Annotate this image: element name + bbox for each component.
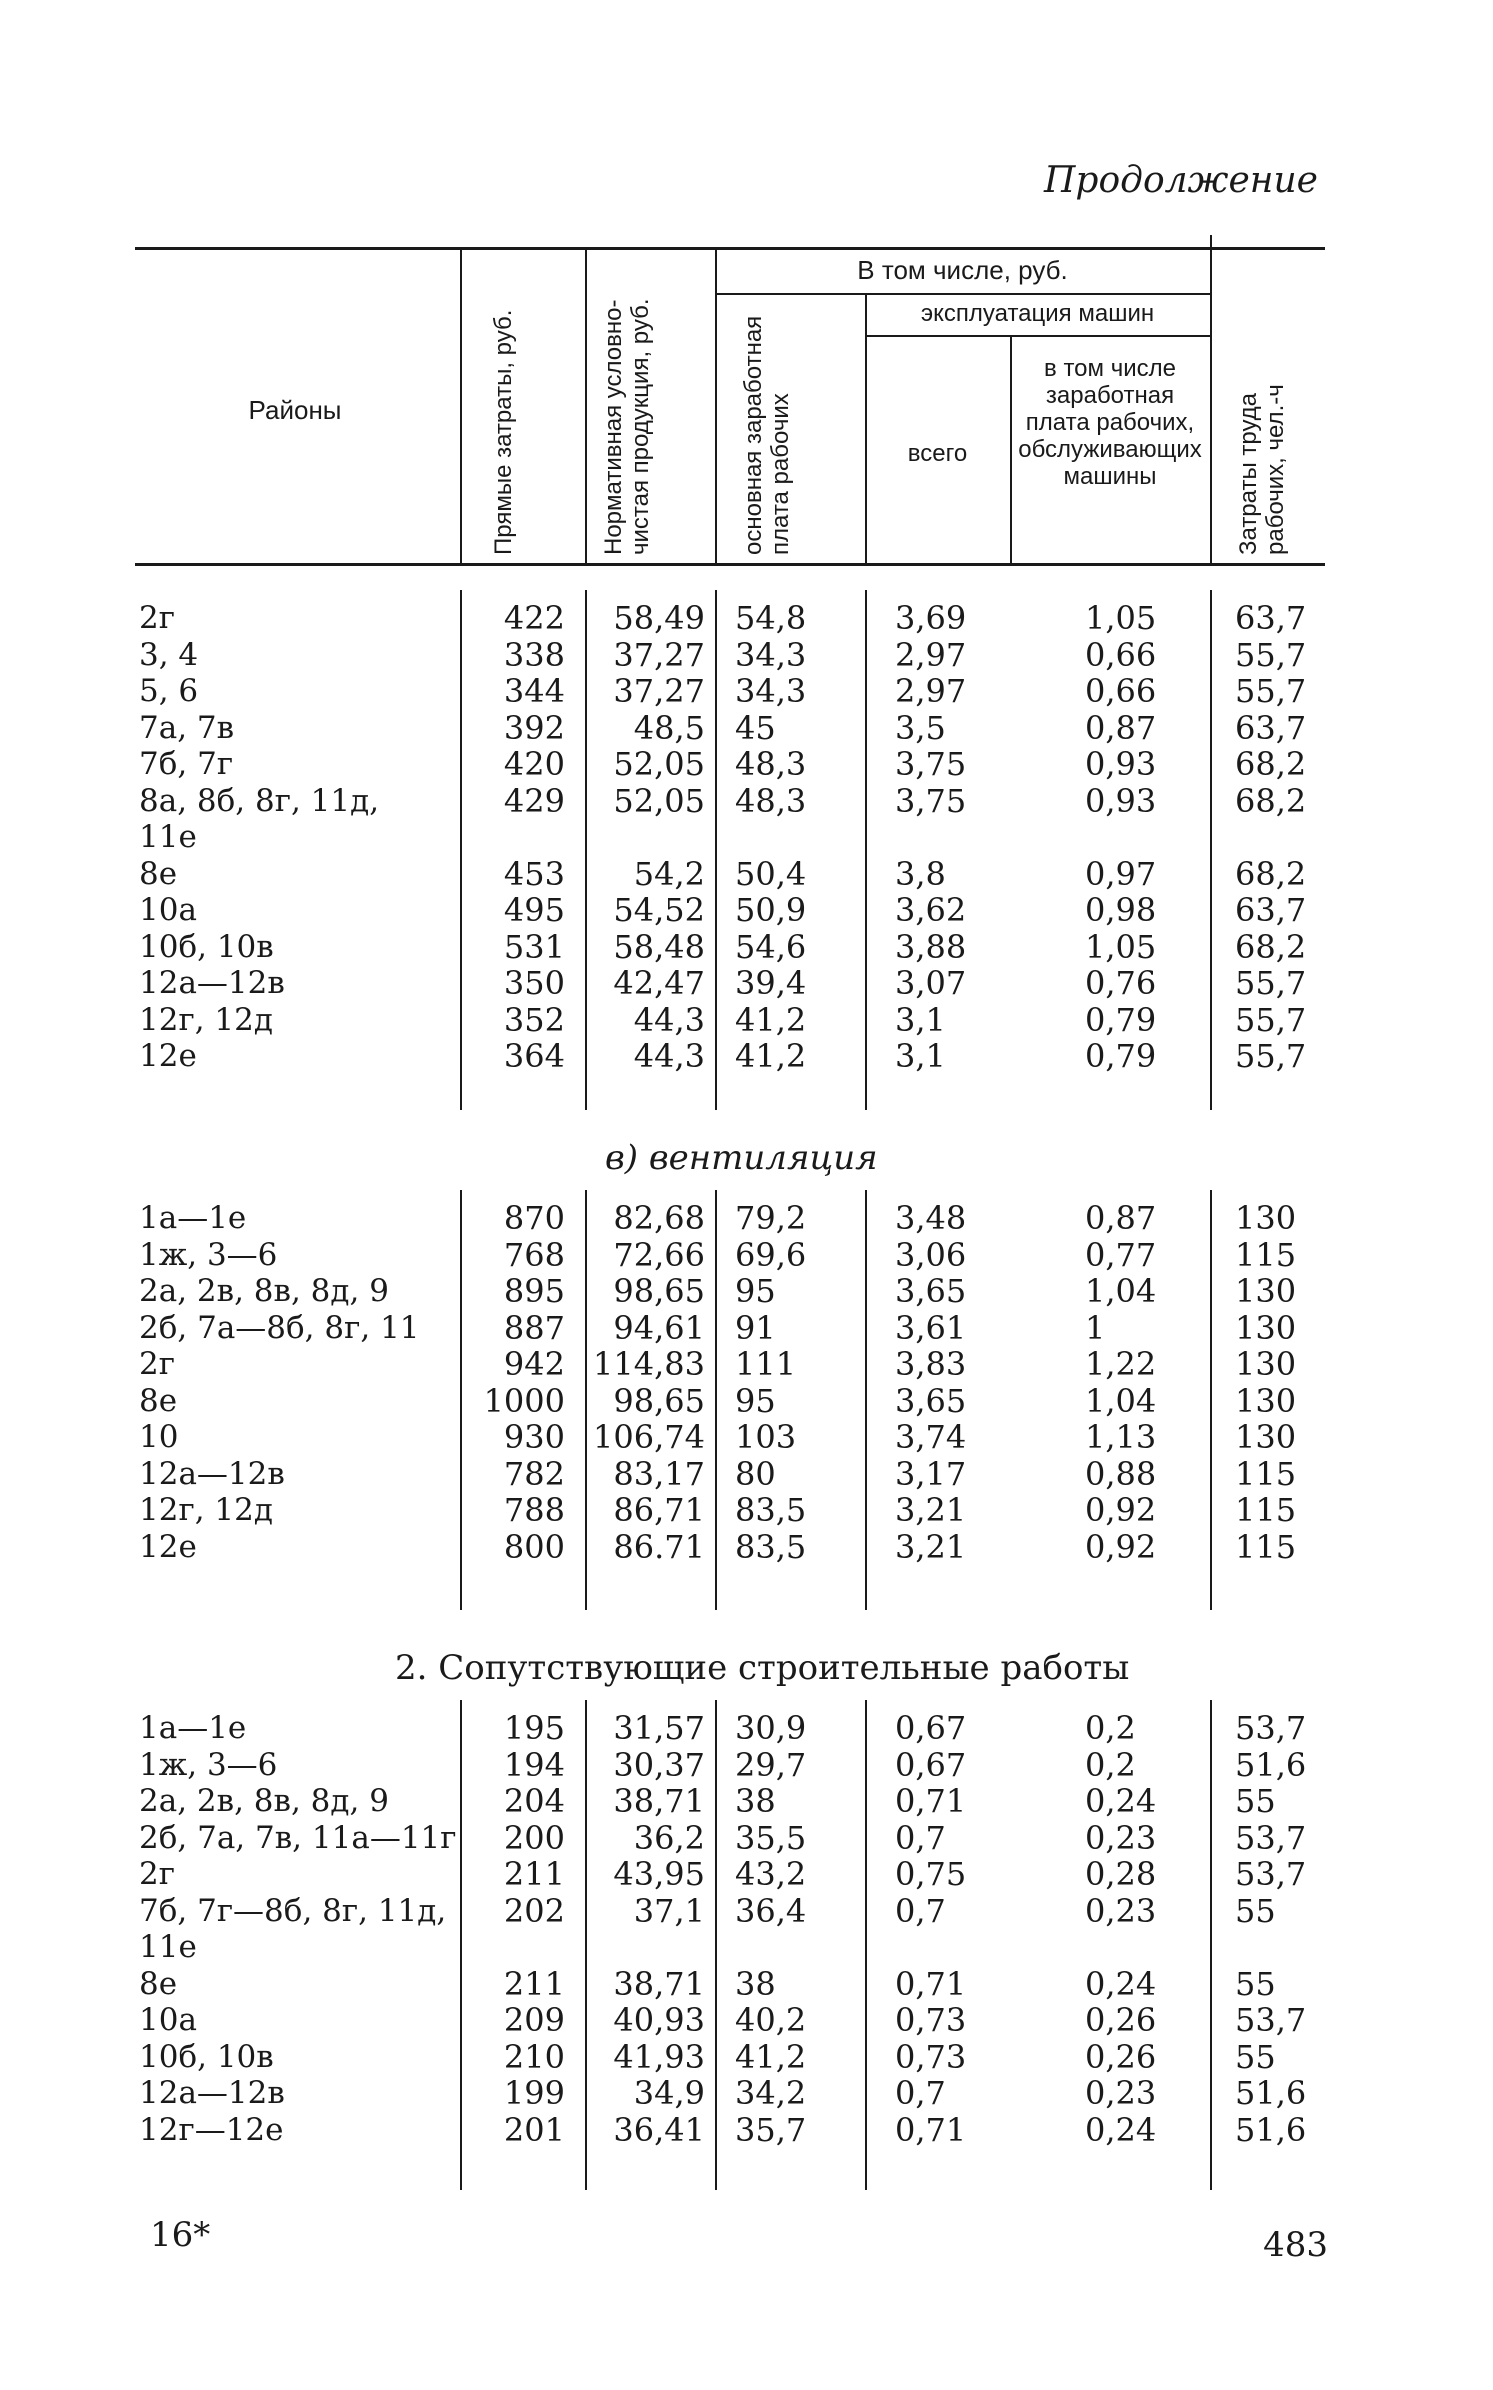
cell-wage: 80	[735, 1454, 776, 1493]
section-title-related-works: 2. Сопутствующие строительные работы	[395, 1648, 1130, 1688]
cell-region: 11е	[139, 819, 197, 855]
cell-region: 7б, 7г	[139, 746, 234, 782]
cell-total: 3,48	[895, 1199, 967, 1237]
cell-region: 12е	[139, 1038, 197, 1074]
cell-direct: 420	[503, 745, 565, 783]
cell-total: 3,06	[895, 1235, 967, 1274]
cell-norm: 86,71	[613, 1491, 705, 1529]
table-header	[135, 225, 1325, 570]
cell-region: 8е	[139, 1382, 178, 1419]
table-row	[135, 600, 1325, 636]
header-sep-1	[460, 250, 462, 563]
cell-wage: 35,5	[735, 1818, 807, 1857]
cell-wage: 91	[735, 1308, 776, 1347]
cell-total: 3,8	[895, 854, 946, 893]
table-row	[135, 1747, 1325, 1783]
cell-norm: 106,74	[593, 1418, 705, 1456]
cell-norm: 54,2	[633, 854, 705, 893]
cell-region: 2б, 7а, 7в, 11а—11г	[139, 1819, 457, 1856]
table-row	[135, 1002, 1325, 1038]
table-row	[135, 1783, 1325, 1819]
table-row	[135, 1383, 1325, 1419]
cell-mwage: 0,26	[1085, 2037, 1157, 2076]
cell-direct: 352	[503, 1000, 565, 1039]
cell-wage: 34,3	[735, 672, 807, 710]
cell-region: 2г	[139, 1856, 175, 1892]
cell-region: 12г—12е	[139, 2111, 284, 2148]
cell-direct: 895	[503, 1272, 565, 1310]
cell-wage: 95	[735, 1381, 776, 1420]
cell-mwage: 1	[1085, 1308, 1106, 1347]
cell-direct: 453	[503, 854, 565, 893]
cell-wage: 29,7	[735, 1745, 807, 1784]
cell-wage: 48,3	[735, 781, 807, 820]
cell-norm: 41,93	[613, 2037, 705, 2076]
table-row	[135, 1820, 1325, 1856]
cell-labor: 130	[1235, 1272, 1297, 1310]
cell-region: 2г	[139, 600, 175, 636]
cell-labor: 53,7	[1235, 1709, 1307, 1747]
cell-direct: 200	[503, 1818, 565, 1857]
cell-labor: 130	[1235, 1418, 1297, 1456]
header-sep-3	[715, 250, 717, 563]
cell-direct: 782	[503, 1454, 565, 1493]
cell-wage: 103	[735, 1418, 797, 1456]
cell-total: 0,73	[895, 2037, 967, 2076]
cell-region: 5, 6	[139, 673, 199, 709]
cell-region: 1а—1е	[139, 1200, 247, 1236]
cell-region: 10а	[139, 2002, 197, 2038]
cell-direct: 364	[503, 1037, 565, 1075]
cell-labor: 55,7	[1235, 1000, 1307, 1039]
cell-direct: 930	[503, 1418, 565, 1456]
table-row	[135, 1966, 1325, 2002]
cell-wage: 36,4	[735, 1891, 807, 1930]
cell-total: 3,17	[895, 1454, 967, 1493]
cell-mwage: 0,92	[1085, 1527, 1157, 1566]
cell-labor: 55,7	[1235, 635, 1307, 674]
cell-region: 7а, 7в	[139, 709, 235, 746]
cell-mwage: 0,23	[1085, 1818, 1157, 1857]
header-regions: Районы	[248, 395, 342, 425]
footer-signature: 16*	[150, 2215, 211, 2255]
table-row	[135, 1856, 1325, 1892]
cell-direct: 201	[503, 2110, 565, 2149]
cell-region: 1ж, 3—6	[139, 1746, 278, 1783]
cell-labor: 51,6	[1235, 2074, 1307, 2112]
header-total: всего	[907, 440, 968, 467]
cell-norm: 54,52	[613, 891, 705, 929]
header-sep-5	[1010, 335, 1012, 563]
cell-total: 3,1	[895, 1000, 946, 1039]
cell-wage: 50,9	[735, 891, 807, 929]
cell-region: 7б, 7г—8б, 8г, 11д,	[139, 1892, 447, 1929]
cell-labor: 68,2	[1235, 781, 1307, 820]
cell-region: 2б, 7а—8б, 8г, 11	[139, 1309, 420, 1346]
cell-mwage: 0,93	[1085, 781, 1157, 820]
table-row	[135, 746, 1325, 782]
cell-mwage: 0,93	[1085, 745, 1157, 783]
cell-norm: 42,47	[613, 964, 705, 1002]
cell-direct: 768	[503, 1235, 565, 1274]
cell-wage: 54,8	[735, 599, 807, 637]
cell-wage: 34,3	[735, 635, 807, 674]
cell-region: 2а, 2в, 8в, 8д, 9	[139, 1273, 389, 1309]
cell-total: 3,61	[895, 1308, 967, 1347]
cell-region: 12а—12в	[139, 2075, 285, 2111]
cell-total: 0,71	[895, 1964, 967, 2003]
page-number: 483	[1263, 2225, 1328, 2265]
cell-mwage: 0,23	[1085, 1891, 1157, 1930]
cell-mwage: 0,26	[1085, 2001, 1157, 2039]
table-row	[135, 856, 1325, 892]
cell-mwage: 0,23	[1085, 2074, 1157, 2112]
header-labor-costs: Затраты труда рабочих, чел.-ч	[1235, 384, 1289, 555]
cell-region: 2а, 2в, 8в, 8д, 9	[139, 1783, 389, 1819]
table-row	[135, 965, 1325, 1001]
cell-wage: 83,5	[735, 1491, 807, 1529]
cell-region: 8а, 8б, 8г, 11д,	[139, 782, 380, 819]
cell-mwage: 0,87	[1085, 1199, 1157, 1237]
table-row	[135, 1929, 1325, 1965]
cell-total: 3,69	[895, 599, 967, 637]
header-normative-product: Нормативная условно-чистая продукция, руб.	[600, 298, 654, 555]
table-row	[135, 1710, 1325, 1746]
cell-direct: 392	[503, 708, 565, 747]
cell-labor: 115	[1235, 1454, 1297, 1493]
cell-total: 2,97	[895, 635, 967, 674]
cell-norm: 40,93	[613, 2001, 705, 2039]
table-row	[135, 929, 1325, 965]
cell-mwage: 1,04	[1085, 1272, 1157, 1310]
cell-norm: 36,41	[613, 2110, 705, 2149]
header-top-rule	[135, 247, 1325, 250]
cell-mwage: 1,22	[1085, 1345, 1157, 1383]
cell-norm: 83,17	[613, 1454, 705, 1493]
cell-direct: 195	[503, 1709, 565, 1747]
header-sep-6	[1210, 235, 1212, 563]
cell-total: 3,75	[895, 781, 967, 820]
header-direct-costs: Прямые затраты, руб.	[490, 309, 517, 555]
cell-direct: 942	[503, 1345, 565, 1383]
cell-direct: 495	[503, 891, 565, 929]
cell-total: 0,73	[895, 2001, 967, 2039]
cell-labor: 63,7	[1235, 599, 1307, 637]
cell-wage: 69,6	[735, 1235, 807, 1274]
cell-direct: 422	[503, 599, 565, 637]
cell-norm: 52,05	[613, 781, 705, 820]
cell-labor: 55	[1235, 1782, 1276, 1820]
table-row	[135, 1456, 1325, 1492]
cell-labor: 55,7	[1235, 672, 1307, 710]
cell-total: 2,97	[895, 672, 967, 710]
table-row	[135, 783, 1325, 819]
cell-region: 10а	[139, 892, 197, 928]
cell-direct: 788	[503, 1491, 565, 1529]
cell-direct: 211	[503, 1855, 565, 1893]
cell-labor: 115	[1235, 1491, 1297, 1529]
header-bottom-rule	[135, 563, 1325, 566]
cell-norm: 86.71	[613, 1527, 705, 1566]
cell-direct: 1000	[483, 1381, 565, 1420]
cell-labor: 130	[1235, 1345, 1297, 1383]
cell-total: 0,7	[895, 1818, 946, 1857]
cell-wage: 50,4	[735, 854, 807, 893]
cell-region: 2г	[139, 1346, 175, 1382]
cell-total: 0,71	[895, 2110, 967, 2149]
cell-labor: 55	[1235, 1964, 1276, 2003]
cell-total: 3,75	[895, 745, 967, 783]
cell-labor: 53,7	[1235, 1855, 1307, 1893]
table-row	[135, 637, 1325, 673]
cell-norm: 48,5	[633, 708, 705, 747]
cell-wage: 40,2	[735, 2001, 807, 2039]
cell-region: 12г, 12д	[139, 1492, 273, 1528]
table-row	[135, 1038, 1325, 1074]
cell-wage: 48,3	[735, 745, 807, 783]
cell-total: 0,67	[895, 1745, 967, 1784]
cell-total: 3,21	[895, 1527, 967, 1566]
cell-total: 3,65	[895, 1272, 967, 1310]
table-row	[135, 673, 1325, 709]
cell-labor: 63,7	[1235, 708, 1307, 747]
table-row	[135, 1346, 1325, 1382]
cell-region: 12е	[139, 1528, 197, 1565]
cell-region: 11е	[139, 1929, 197, 1965]
cell-mwage: 0,79	[1085, 1000, 1157, 1039]
header-base-wages: основная заработная плата рабочих	[740, 315, 794, 555]
cell-norm: 44,3	[633, 1000, 705, 1039]
section-title-ventilation: в) вентиляция	[605, 1138, 878, 1178]
cell-labor: 130	[1235, 1199, 1297, 1237]
cell-norm: 114,83	[593, 1345, 705, 1383]
cell-wage: 83,5	[735, 1527, 807, 1566]
cell-wage: 30,9	[735, 1709, 807, 1747]
cell-labor: 53,7	[1235, 2001, 1307, 2039]
cell-direct: 194	[503, 1745, 565, 1784]
cell-wage: 34,2	[735, 2074, 807, 2112]
cell-direct: 531	[503, 927, 565, 966]
table-row	[135, 1529, 1325, 1565]
table-row	[135, 1893, 1325, 1929]
cell-region: 10б, 10в	[139, 928, 274, 965]
cell-direct: 209	[503, 2001, 565, 2039]
cell-labor: 55,7	[1235, 1037, 1307, 1075]
cell-labor: 51,6	[1235, 1745, 1307, 1784]
cell-region: 10	[139, 1419, 179, 1455]
cell-wage: 43,2	[735, 1855, 807, 1893]
cell-direct: 870	[503, 1199, 565, 1237]
cell-direct: 204	[503, 1782, 565, 1820]
cell-norm: 98,65	[613, 1381, 705, 1420]
table-row	[135, 710, 1325, 746]
cell-norm: 43,95	[613, 1855, 705, 1893]
table-row	[135, 1310, 1325, 1346]
cell-norm: 94,61	[613, 1308, 705, 1347]
cell-direct: 800	[503, 1527, 565, 1566]
table-row	[135, 1237, 1325, 1273]
cell-wage: 41,2	[735, 1037, 807, 1075]
cell-norm: 58,48	[613, 927, 705, 966]
cell-direct: 199	[503, 2074, 565, 2112]
continuation-label: Продолжение	[1044, 160, 1318, 201]
cell-norm: 34,9	[633, 2074, 705, 2112]
table-row	[135, 892, 1325, 928]
cell-wage: 54,6	[735, 927, 807, 966]
cell-region: 3, 4	[139, 636, 199, 673]
section-related-works	[135, 1700, 1325, 2190]
cell-mwage: 0,24	[1085, 1782, 1157, 1820]
cell-mwage: 0,24	[1085, 2110, 1157, 2149]
cell-mwage: 0,24	[1085, 1964, 1157, 2003]
cell-mwage: 1,05	[1085, 599, 1157, 637]
cell-direct: 338	[503, 635, 565, 674]
cell-region: 12а—12в	[139, 965, 285, 1001]
cell-labor: 68,2	[1235, 854, 1307, 893]
group-rule	[715, 293, 1210, 295]
header-including-group: В том числе, руб.	[857, 255, 1068, 285]
cell-total: 3,88	[895, 927, 967, 966]
cell-mwage: 0,2	[1085, 1745, 1136, 1784]
cell-wage: 38	[735, 1964, 776, 2003]
cell-norm: 82,68	[613, 1199, 705, 1237]
cell-mwage: 0,2	[1085, 1709, 1136, 1747]
cell-direct: 202	[503, 1891, 565, 1930]
cell-labor: 55	[1235, 1891, 1276, 1930]
cell-total: 3,83	[895, 1345, 967, 1383]
cell-labor: 51,6	[1235, 2110, 1307, 2149]
table-row	[135, 1492, 1325, 1528]
cell-mwage: 0,28	[1085, 1855, 1157, 1893]
cell-labor: 55	[1235, 2037, 1276, 2076]
cell-norm: 38,71	[613, 1964, 705, 2003]
header-machine-operation: эксплуатация машин	[920, 300, 1155, 327]
cell-wage: 35,7	[735, 2110, 807, 2149]
cell-total: 3,62	[895, 891, 967, 929]
cell-direct: 350	[503, 964, 565, 1002]
table-row	[135, 2075, 1325, 2111]
cell-labor: 55,7	[1235, 964, 1307, 1002]
cell-labor: 115	[1235, 1235, 1297, 1274]
cell-labor: 130	[1235, 1381, 1297, 1420]
cell-norm: 52,05	[613, 745, 705, 783]
cell-region: 10б, 10в	[139, 2038, 274, 2075]
cell-total: 3,74	[895, 1418, 967, 1456]
cell-wage: 41,2	[735, 2037, 807, 2076]
cell-wage: 79,2	[735, 1199, 807, 1237]
cell-wage: 38	[735, 1782, 776, 1820]
cell-direct: 210	[503, 2037, 565, 2076]
cell-mwage: 0,92	[1085, 1491, 1157, 1529]
cell-region: 1ж, 3—6	[139, 1236, 278, 1273]
cell-total: 0,71	[895, 1782, 967, 1820]
cell-total: 0,67	[895, 1709, 967, 1747]
cell-norm: 31,57	[613, 1709, 705, 1747]
cell-region: 12а—12в	[139, 1455, 285, 1492]
cell-total: 3,1	[895, 1037, 946, 1075]
table-row	[135, 2002, 1325, 2038]
cell-mwage: 0,76	[1085, 964, 1157, 1002]
cell-region: 12г, 12д	[139, 1001, 273, 1038]
cell-norm: 30,37	[613, 1745, 705, 1784]
cell-labor: 68,2	[1235, 927, 1307, 966]
header-sep-2	[585, 250, 587, 563]
table-row	[135, 1419, 1325, 1455]
cell-mwage: 0,66	[1085, 635, 1157, 674]
cell-direct: 344	[503, 672, 565, 710]
cell-wage: 45	[735, 708, 776, 747]
cell-wage: 95	[735, 1272, 776, 1310]
machine-rule	[865, 335, 1210, 337]
cell-mwage: 1,04	[1085, 1381, 1157, 1420]
cell-mwage: 0,88	[1085, 1454, 1157, 1493]
cell-mwage: 0,77	[1085, 1235, 1157, 1274]
cell-region: 8е	[139, 855, 178, 892]
table-row	[135, 2039, 1325, 2075]
cell-total: 3,21	[895, 1491, 967, 1529]
cell-total: 0,7	[895, 1891, 946, 1930]
section-ventilation	[135, 1190, 1325, 1610]
cell-mwage: 0,87	[1085, 708, 1157, 747]
header-sep-4	[865, 293, 867, 563]
cell-mwage: 0,98	[1085, 891, 1157, 929]
cell-labor: 130	[1235, 1308, 1297, 1347]
cell-norm: 37,1	[633, 1891, 705, 1930]
cell-region: 8е	[139, 1965, 178, 2002]
cell-norm: 72,66	[613, 1235, 705, 1274]
cell-total: 3,5	[895, 708, 946, 747]
cell-total: 3,65	[895, 1381, 967, 1420]
cell-direct: 429	[503, 781, 565, 820]
cell-wage: 41,2	[735, 1000, 807, 1039]
cell-norm: 36,2	[633, 1818, 705, 1857]
cell-total: 0,7	[895, 2074, 946, 2112]
cell-region: 1а—1е	[139, 1710, 247, 1746]
cell-norm: 44,3	[633, 1037, 705, 1075]
cell-labor: 115	[1235, 1527, 1297, 1566]
cell-labor: 68,2	[1235, 745, 1307, 783]
cell-direct: 887	[503, 1308, 565, 1347]
cell-labor: 53,7	[1235, 1818, 1307, 1857]
cell-norm: 58,49	[613, 599, 705, 637]
cell-labor: 63,7	[1235, 891, 1307, 929]
cell-mwage: 0,79	[1085, 1037, 1157, 1075]
cell-norm: 37,27	[613, 672, 705, 710]
cell-wage: 39,4	[735, 964, 807, 1002]
table-row	[135, 2112, 1325, 2148]
cell-total: 0,75	[895, 1855, 967, 1893]
cell-mwage: 1,05	[1085, 927, 1157, 966]
cell-norm: 38,71	[613, 1782, 705, 1820]
cell-wage: 111	[735, 1345, 797, 1383]
cell-norm: 98,65	[613, 1272, 705, 1310]
cell-mwage: 1,13	[1085, 1418, 1157, 1456]
cell-direct: 211	[503, 1964, 565, 2003]
cell-mwage: 0,97	[1085, 854, 1157, 893]
table-row	[135, 819, 1325, 855]
header-machine-wages: в том числе заработная плата рабочих, обслуживающих машины	[1018, 355, 1202, 490]
table-row	[135, 1273, 1325, 1309]
cell-mwage: 0,66	[1085, 672, 1157, 710]
cell-norm: 37,27	[613, 635, 705, 674]
cell-total: 3,07	[895, 964, 967, 1002]
section-heating	[135, 590, 1325, 1110]
table-row	[135, 1200, 1325, 1236]
